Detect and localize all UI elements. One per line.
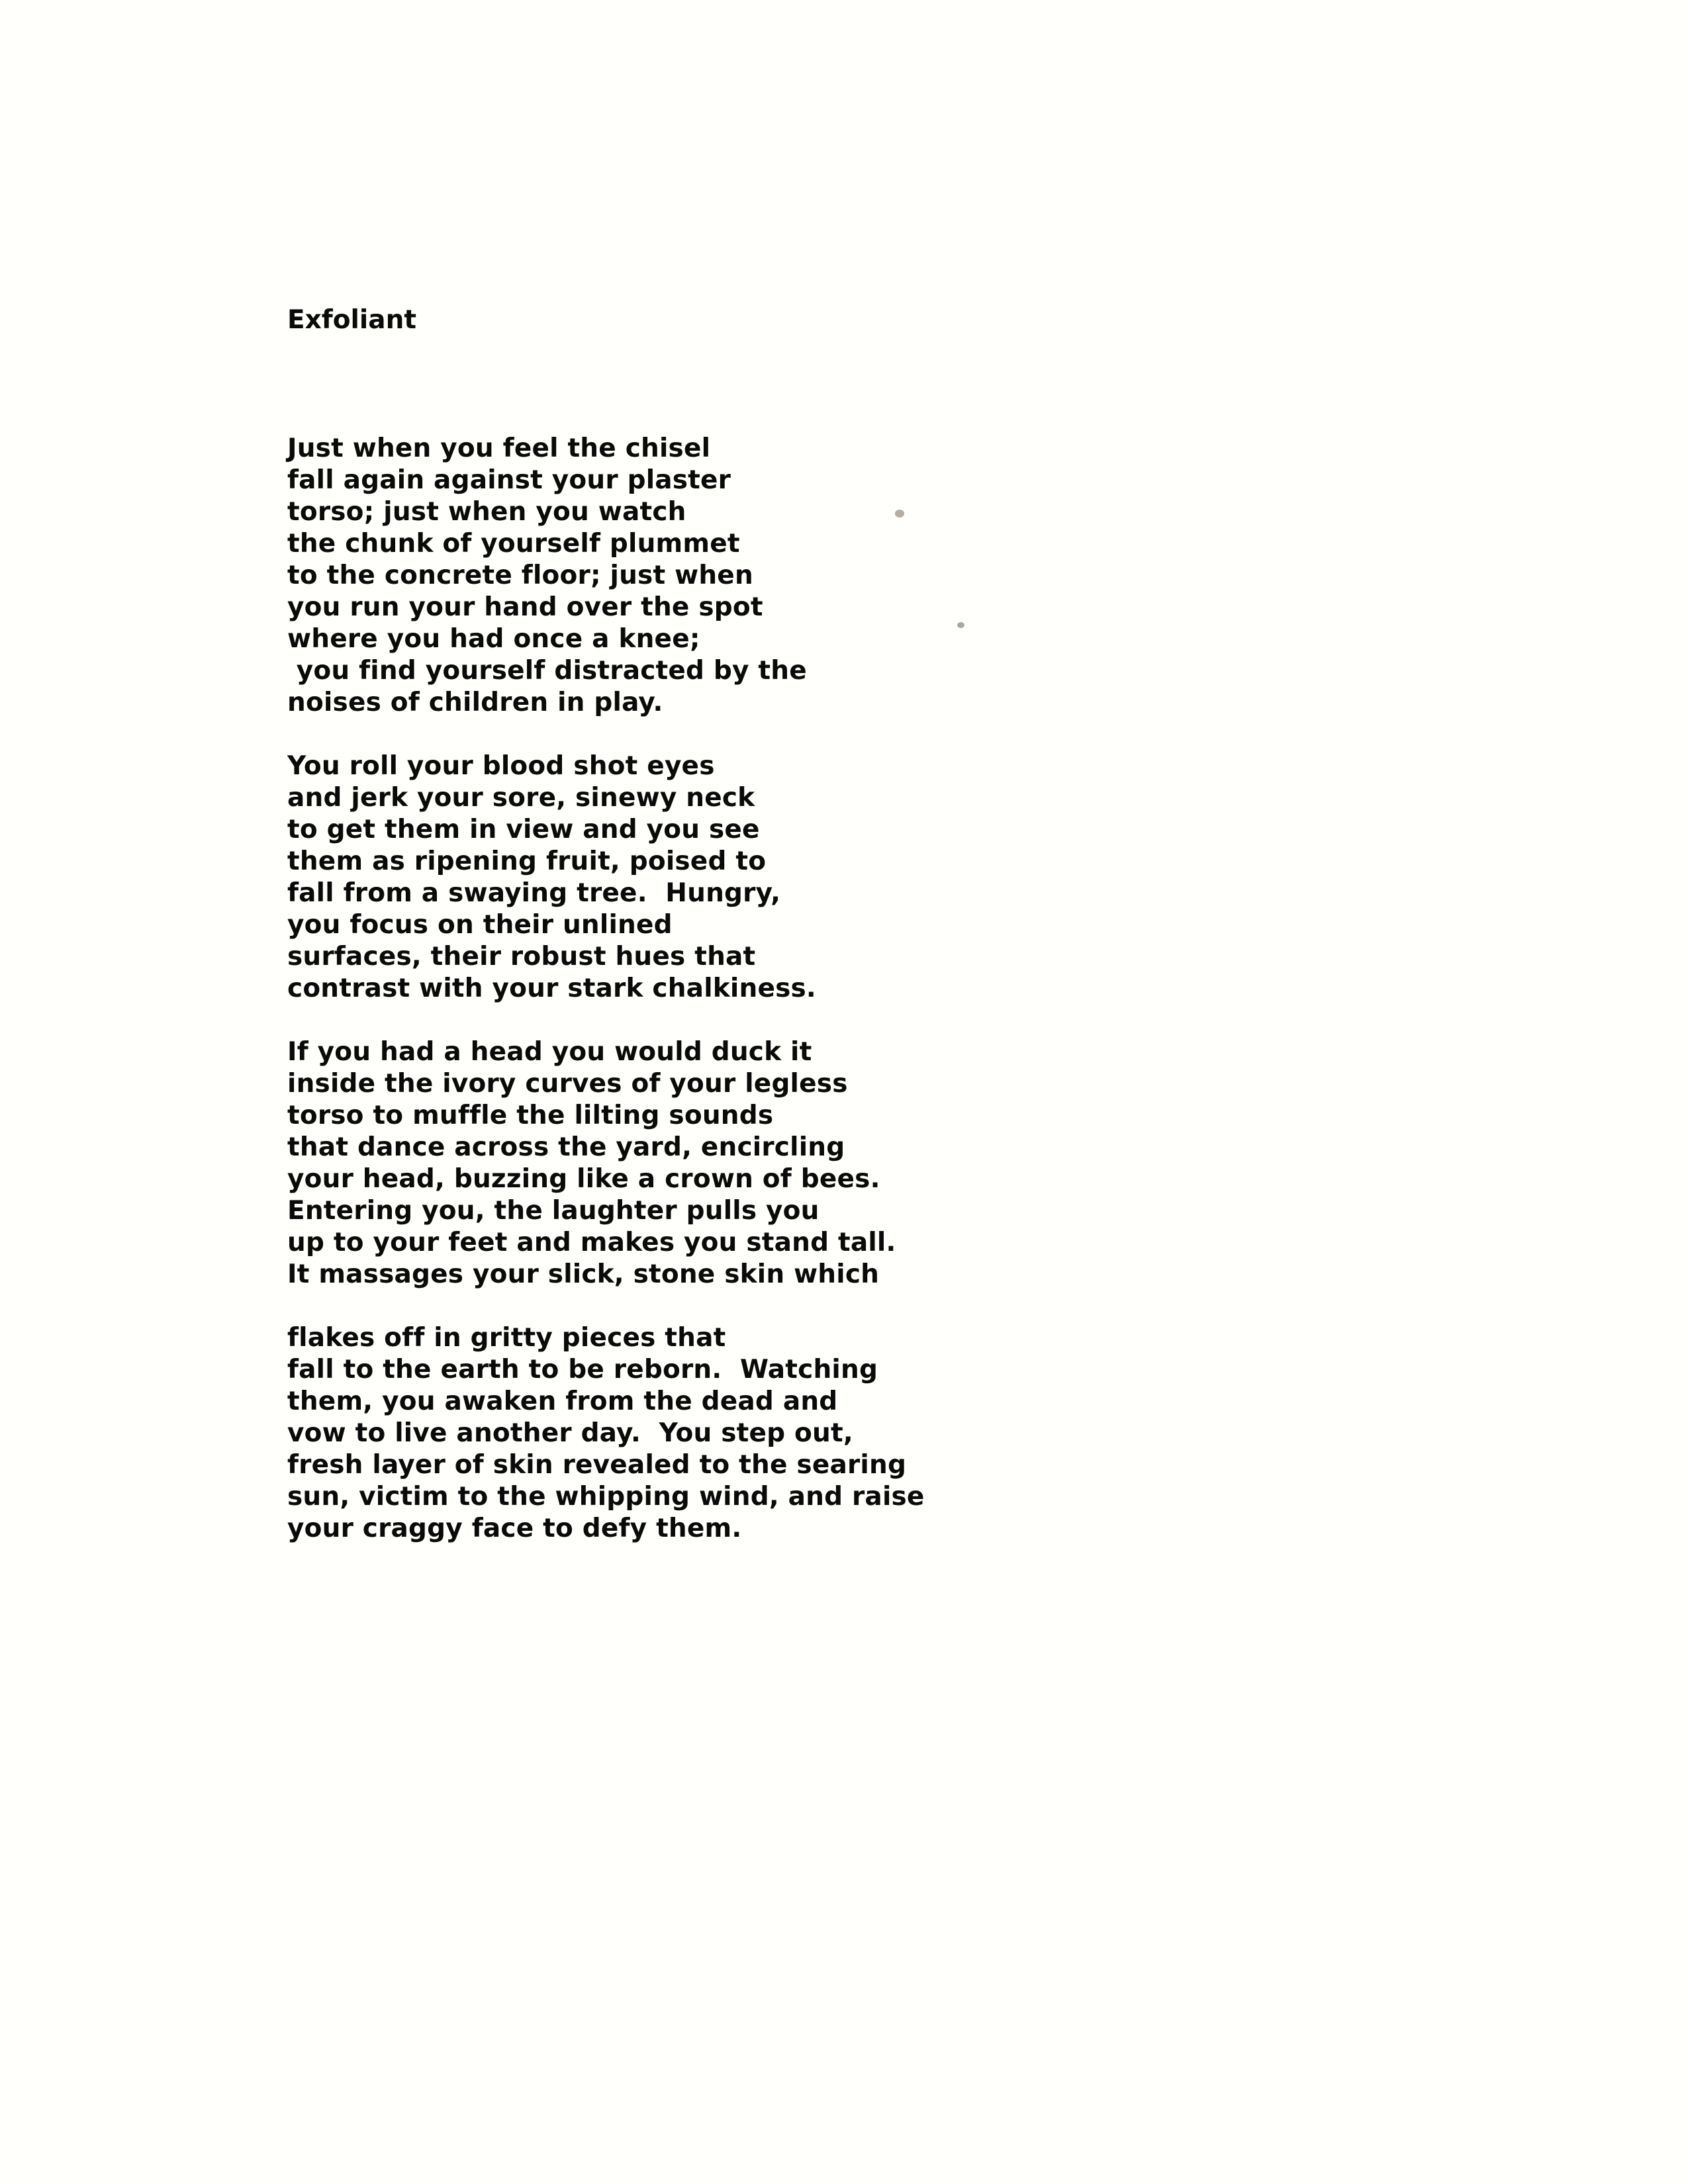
stanza <box>287 433 1280 719</box>
poem-line: surfaces, their robust hues that <box>287 942 756 972</box>
poem-line: to the concrete floor; just when <box>287 561 753 590</box>
poem-line: that dance across the yard, encircling <box>287 1132 845 1162</box>
poem-line: It massages your slick, stone skin which <box>287 1259 880 1289</box>
poem-line: If you had a head you would duck it <box>287 1037 812 1067</box>
poem-line: your head, buzzing like a crown of bees. <box>287 1164 880 1194</box>
poem-line: them as ripening fruit, poised to <box>287 846 767 876</box>
poem-line: fresh layer of skin revealed to the searing <box>287 1450 907 1480</box>
stanza <box>287 1036 1280 1291</box>
stanza <box>287 751 1280 1005</box>
scan-speck <box>895 510 904 518</box>
poem-line: Just when you feel the chisel <box>287 433 711 463</box>
poem-line: noises of children in play. <box>287 688 663 717</box>
poem-line: Entering you, the laughter pulls you <box>287 1196 820 1226</box>
poem-line: you find yourself distracted by the <box>287 656 807 686</box>
scan-speck <box>957 622 964 628</box>
stanza <box>287 1322 1280 1545</box>
poem-line: the chunk of yourself plummet <box>287 529 740 559</box>
poem-line: flakes off in gritty pieces that <box>287 1323 726 1353</box>
poem-body <box>287 433 1280 1576</box>
poem-line: torso; just when you watch <box>287 497 686 527</box>
poem-title: Exfoliant <box>287 305 417 335</box>
poem-line: up to your feet and makes you stand tall. <box>287 1228 896 1257</box>
poem-line: torso to muffle the lilting sounds <box>287 1101 774 1130</box>
poem-line: inside the ivory curves of your legless <box>287 1069 848 1099</box>
poem-line: them, you awaken from the dead and <box>287 1387 838 1416</box>
poem-line: your craggy face to defy them. <box>287 1514 742 1543</box>
poem-line: to get them in view and you see <box>287 815 760 844</box>
poem-line: You roll your blood shot eyes <box>287 751 715 781</box>
poem-line: fall again against your plaster <box>287 465 731 495</box>
poem-line: where you had once a knee; <box>287 624 700 654</box>
poem-line: sun, victim to the whipping wind, and raise <box>287 1482 925 1512</box>
poem-line: you focus on their unlined <box>287 910 673 940</box>
poem-line: fall to the earth to be reborn. Watching <box>287 1355 878 1385</box>
poem-line: fall from a swaying tree. Hungry, <box>287 878 781 908</box>
poem-line: and jerk your sore, sinewy neck <box>287 783 755 813</box>
poem-line: contrast with your stark chalkiness. <box>287 974 816 1003</box>
poem-line: you run your hand over the spot <box>287 592 763 622</box>
poem-line: vow to live another day. You step out, <box>287 1418 853 1448</box>
